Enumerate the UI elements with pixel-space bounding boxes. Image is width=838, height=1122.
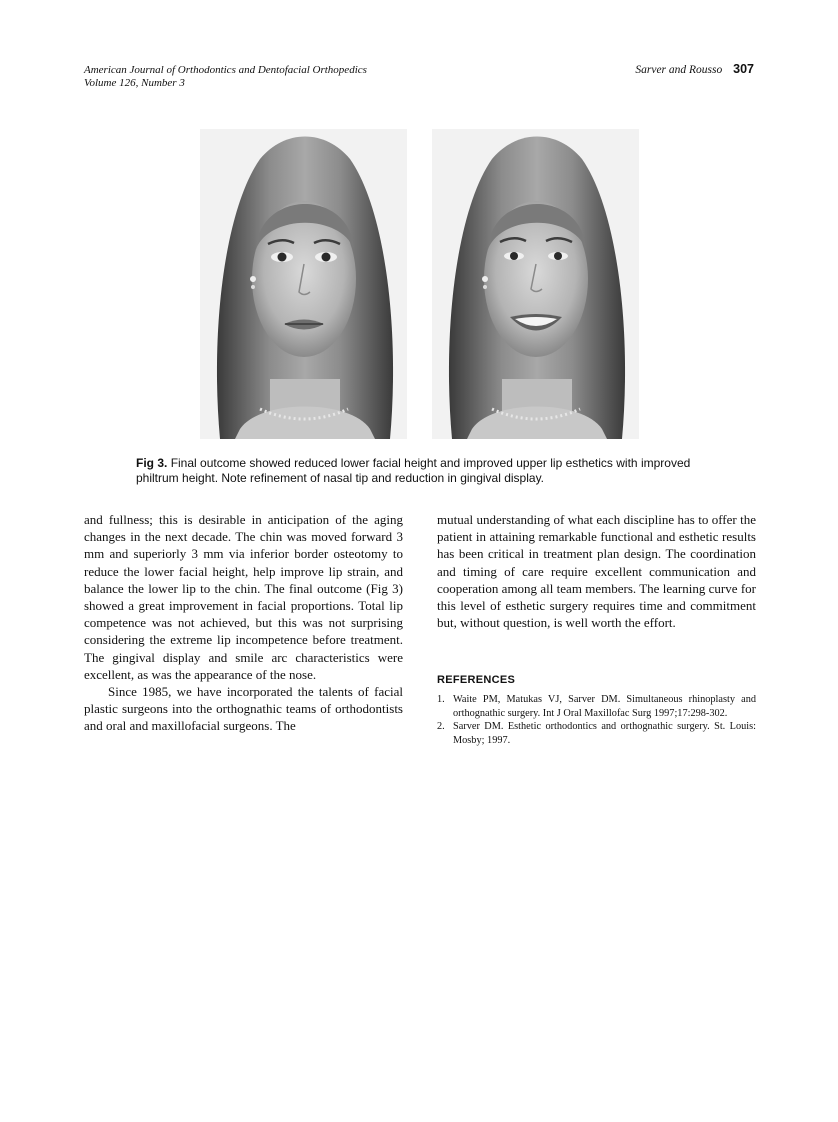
reference-number: 2. — [437, 721, 445, 732]
figure-caption — [136, 456, 726, 486]
body-column-left — [84, 511, 403, 735]
reference-text: Waite PM, Matukas VJ, Sarver DM. Simultaneous rhinoplasty and orthognathic surgery. Int J Oral Maxillofac Surg 1997;17:298-302. — [453, 694, 756, 719]
reference-text: Sarver DM. Esthetic orthodontics and orthognathic surgery. St. Louis: Mosby; 1997. — [453, 721, 756, 746]
body-column-right — [437, 511, 756, 631]
portrait-neutral-image — [200, 129, 407, 439]
reference-item — [437, 693, 756, 720]
running-authors: Sarver and Rousso — [635, 64, 723, 76]
running-header-journal — [84, 64, 367, 90]
page-number: 307 — [733, 62, 754, 76]
references-heading: REFERENCES — [437, 674, 516, 686]
figure-photo-neutral — [200, 129, 407, 439]
body-paragraph: and fullness; this is desirable in anticipation of the aging changes in the next decade. The chin was moved forward 3 mm and superiorly 3 mm via inferior border osteotomy to reduce the lower facial height, help improve lip strain, and balance the lower lip to the chin. The final outcome (Fig 3) showed a great improvement in facial proportions. Total lip competence was not achieved, but this was not surprising considering the extreme lip incompetence before treatment. The gingival display and smile arc characteristics were excellent, as was the appearance of the nose. — [84, 512, 403, 682]
body-paragraph: Since 1985, we have incorporated the talents of facial plastic surgeons into the orthognathic teams of orthodontists and oral and maxillofacial surgeons. The — [84, 684, 403, 734]
running-header-right — [635, 62, 754, 76]
reference-item — [437, 720, 756, 747]
figure-caption-text: Final outcome showed reduced lower facial height and improved upper lip esthetics with improved philtrum height. Note refinement of nasal tip and reduction in gingival display. — [136, 456, 691, 485]
reference-number: 1. — [437, 694, 445, 705]
journal-volume: Volume 126, Number 3 — [84, 77, 185, 89]
journal-title: American Journal of Orthodontics and Dentofacial Orthopedics — [84, 64, 367, 76]
portrait-smile-image — [432, 129, 639, 439]
figure-photo-smile — [432, 129, 639, 439]
reference-list — [437, 693, 756, 747]
figure-label: Fig 3. — [136, 456, 168, 470]
body-paragraph: mutual understanding of what each discipline has to offer the patient in attaining remarkable functional and esthetic results has been critical in treatment plan design. The coordination and timing of care require excellent communication and cooperation among all team members. The learning curve for this level of esthetic surgery requires time and commitment but, without question, is well worth the effort. — [437, 512, 756, 631]
